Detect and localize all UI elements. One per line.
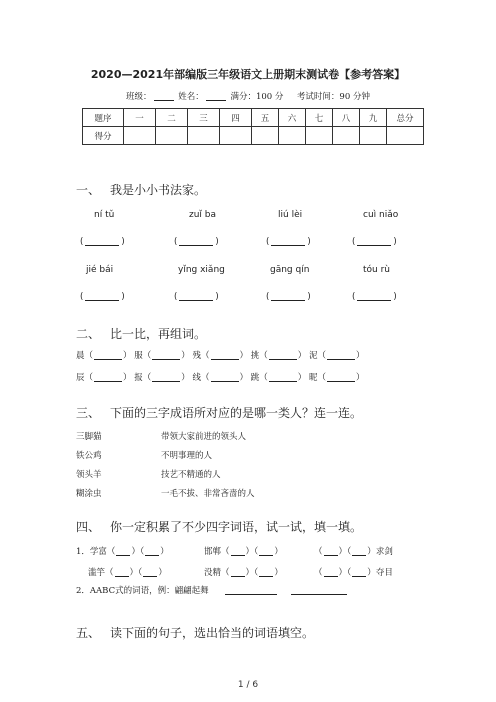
compare-char: 泥 [309, 351, 318, 361]
section-number: 三、 [76, 406, 101, 420]
pinyin: jié bái [86, 265, 114, 275]
page-title: 2020—2021年部编版三年级语文上册期末测试卷【参考答案】 [90, 68, 406, 81]
compare-char: 昵 [309, 373, 318, 383]
paren-close: ） [367, 568, 376, 578]
match-left-item[interactable]: 三脚猫 [76, 432, 102, 442]
answer-blank[interactable] [259, 546, 273, 556]
score-table-score-row [83, 127, 424, 145]
table-cell: 八 [333, 109, 360, 127]
answer-blank[interactable] [357, 291, 391, 301]
answer-blank[interactable] [352, 567, 366, 577]
table-cell: 九 [360, 109, 387, 127]
answer-blank[interactable] [271, 291, 305, 301]
table-cell[interactable] [252, 127, 279, 145]
pinyin: gāng qín [270, 265, 310, 275]
paren-close: ） [239, 373, 249, 383]
section-5-heading [76, 624, 314, 641]
section-title: 比一比，再组词。 [110, 327, 207, 341]
pinyin: zuǐ ba [189, 210, 217, 220]
paren-open: （ [259, 351, 268, 361]
paren-close: ） [181, 373, 190, 383]
table-cell[interactable] [156, 127, 188, 145]
answer-blank[interactable] [211, 372, 239, 382]
fill-text: 邯郸 [204, 547, 222, 557]
paren-open: ( [174, 292, 178, 302]
paren-open: （ [221, 568, 230, 578]
fill-line-1 [76, 545, 169, 557]
answer-box[interactable] [174, 236, 219, 247]
table-cell: 得分 [83, 127, 124, 145]
table-cell: 六 [279, 109, 306, 127]
paren-close: ） [245, 568, 255, 578]
paren-open: （ [221, 547, 230, 557]
paren-open: （ [139, 547, 145, 557]
table-cell[interactable] [306, 127, 333, 145]
paren-open: ( [80, 237, 84, 247]
answer-blank[interactable] [115, 567, 129, 577]
table-cell: 三 [188, 109, 220, 127]
section-number: 一、 [76, 183, 101, 197]
score-table-header-row [83, 109, 424, 127]
answer-blank[interactable] [152, 372, 180, 382]
paren-open: （ [142, 351, 152, 361]
paren-close: ） [274, 568, 283, 578]
exam-time: 考试时间：90 分钟 [296, 92, 370, 102]
paren-open: （ [201, 373, 210, 383]
section-3-heading [76, 404, 362, 421]
pinyin: ní tǔ [94, 210, 115, 220]
score-table [82, 108, 424, 145]
section-number: 五、 [76, 626, 101, 640]
answer-blank[interactable] [271, 236, 305, 246]
match-right-item[interactable]: 不明事理的人 [161, 451, 213, 461]
answer-blank[interactable] [225, 585, 277, 595]
table-cell: 七 [306, 109, 333, 127]
paren-open: ( [266, 292, 270, 302]
paren-open: （ [347, 568, 352, 578]
fill-line-2 [88, 566, 167, 578]
compare-row [76, 371, 365, 383]
pinyin: tóu rù [363, 265, 391, 275]
paren-open: ( [174, 237, 178, 247]
fill-line-2c [314, 566, 393, 578]
compare-char: 残 [192, 351, 202, 361]
table-cell[interactable] [279, 127, 306, 145]
table-cell: 总分 [387, 109, 424, 127]
paren-open: （ [347, 547, 352, 557]
match-right-item[interactable]: 技艺不精通的人 [161, 470, 221, 480]
answer-box[interactable] [80, 291, 125, 302]
fill-line-3 [76, 584, 348, 596]
class-label: 班级： [126, 92, 152, 102]
match-left-item[interactable]: 糊涂虫 [76, 489, 102, 499]
fill-text: 求剑 [375, 547, 393, 557]
fill-text: 没精 [204, 568, 222, 578]
table-cell[interactable] [360, 127, 387, 145]
answer-blank[interactable] [211, 350, 239, 360]
answer-blank[interactable] [259, 567, 273, 577]
match-right-item[interactable]: 带领大家前进的领头人 [161, 432, 247, 442]
answer-blank[interactable] [85, 291, 119, 301]
answer-blank[interactable] [179, 291, 213, 301]
paren-close: ） [356, 351, 365, 361]
paren-close: ) [307, 292, 311, 302]
table-cell: 一 [124, 109, 156, 127]
paren-close: ） [338, 547, 348, 557]
answer-blank[interactable] [179, 236, 213, 246]
match-left-item[interactable]: 铁公鸡 [76, 451, 102, 461]
paren-open: （ [314, 547, 323, 557]
match-left-item[interactable]: 领头羊 [76, 470, 102, 480]
answer-blank[interactable] [324, 546, 338, 556]
paren-close: ） [297, 373, 307, 383]
example-word: 翩翩起舞 [174, 586, 209, 596]
compare-row [76, 349, 365, 361]
paren-close: ) [121, 237, 125, 247]
compare-char: 跳 [250, 373, 260, 383]
pinyin: cuì niǎo [363, 210, 399, 220]
paren-close: ） [123, 373, 132, 383]
name-label: 姓名： [178, 92, 204, 102]
answer-box[interactable] [352, 291, 397, 302]
paren-close: ) [393, 292, 397, 302]
paren-close: ） [160, 547, 169, 557]
section-title: 我是小小书法家。 [110, 183, 207, 197]
answer-blank[interactable] [291, 585, 347, 595]
answer-box[interactable] [352, 236, 397, 247]
paren-open: （ [259, 373, 268, 383]
paren-open: （ [254, 547, 259, 557]
fill-line-1b [204, 545, 283, 557]
paren-close: ） [123, 351, 132, 361]
paren-close: ) [215, 237, 219, 247]
fill-text: 夺目 [375, 568, 393, 578]
answer-box[interactable] [80, 236, 125, 247]
exam-info-line [0, 90, 496, 102]
answer-blank[interactable] [357, 236, 391, 246]
paren-close: ） [274, 547, 283, 557]
table-cell: 二 [156, 109, 188, 127]
section-title: 读下面的句子，选出恰当的词语填空。 [110, 626, 315, 640]
page-number: 1 / 6 [237, 680, 259, 690]
answer-box[interactable] [174, 291, 219, 302]
compare-char: 晨 [76, 351, 85, 361]
answer-blank[interactable] [94, 350, 122, 360]
paren-close: ） [338, 568, 348, 578]
answer-box[interactable] [266, 236, 311, 247]
answer-blank[interactable] [231, 567, 245, 577]
class-blank [154, 91, 174, 101]
paren-close: ） [181, 351, 190, 361]
paren-close: ） [297, 351, 307, 361]
answer-blank[interactable] [145, 546, 159, 556]
pinyin: liú lèi [278, 210, 303, 220]
section-4-heading [76, 518, 362, 535]
section-2-heading [76, 325, 206, 342]
paren-close: ) [307, 237, 311, 247]
paren-open: ( [266, 237, 270, 247]
name-blank [206, 91, 226, 101]
paren-open: （ [317, 373, 327, 383]
paren-open: （ [84, 351, 94, 361]
paren-open: （ [84, 373, 94, 383]
match-right-item[interactable]: 一毛不拔、非常吝啬的人 [161, 489, 255, 499]
table-cell: 四 [220, 109, 252, 127]
compare-char: 报 [134, 373, 143, 383]
paren-open: （ [314, 568, 323, 578]
paren-open: （ [138, 568, 143, 578]
section-number: 二、 [76, 327, 101, 341]
paren-open: （ [105, 568, 114, 578]
fill-text: 2．AABC式的词语，例： [76, 586, 175, 596]
answer-blank[interactable] [327, 350, 355, 360]
fill-line-2b [204, 566, 283, 578]
paren-close: ） [131, 547, 140, 557]
pinyin: yǐng xiǎng [178, 265, 225, 275]
paren-close: ） [245, 547, 255, 557]
answer-box[interactable] [266, 291, 311, 302]
table-cell: 五 [252, 109, 279, 127]
paren-open: （ [106, 547, 116, 557]
section-1-heading [76, 181, 206, 198]
answer-blank[interactable] [269, 372, 297, 382]
paren-open: （ [201, 351, 210, 361]
paren-close: ) [393, 237, 397, 247]
table-cell[interactable] [387, 127, 424, 145]
compare-char: 辰 [76, 373, 85, 383]
answer-blank[interactable] [324, 567, 338, 577]
table-cell[interactable] [188, 127, 220, 145]
section-title: 你一定积累了不少四字词语，试一试，填一填。 [110, 520, 363, 534]
paren-close: ） [356, 373, 365, 383]
answer-blank[interactable] [327, 372, 355, 382]
fill-line-1c [314, 545, 393, 557]
paren-open: （ [317, 351, 327, 361]
paren-close: ） [158, 568, 167, 578]
answer-blank[interactable] [116, 546, 130, 556]
section-title: 下面的三字成语所对应的是哪一类人？连一连。 [110, 406, 363, 420]
paren-close: ) [215, 292, 219, 302]
paren-open: ( [352, 237, 356, 247]
table-cell[interactable] [333, 127, 360, 145]
answer-blank[interactable] [352, 546, 366, 556]
full-score: 满分：100 分 [230, 92, 284, 102]
answer-blank[interactable] [269, 350, 297, 360]
paren-close: ) [121, 292, 125, 302]
answer-blank[interactable] [143, 567, 157, 577]
answer-blank[interactable] [231, 546, 245, 556]
paren-close: ） [367, 547, 376, 557]
paren-close: ） [129, 568, 139, 578]
compare-char: 线 [192, 373, 202, 383]
answer-blank[interactable] [85, 236, 119, 246]
answer-blank[interactable] [94, 372, 122, 382]
answer-blank[interactable] [152, 350, 180, 360]
table-cell[interactable] [220, 127, 252, 145]
compare-char: 服 [134, 351, 143, 361]
section-number: 四、 [76, 520, 101, 534]
paren-open: ( [352, 292, 356, 302]
table-cell[interactable] [124, 127, 156, 145]
paren-open: （ [142, 373, 152, 383]
paren-close: ） [239, 351, 249, 361]
paren-open: ( [80, 292, 84, 302]
paren-open: （ [254, 568, 259, 578]
fill-text: 滥竽 [88, 568, 106, 578]
table-cell: 题序 [83, 109, 124, 127]
compare-char: 挑 [250, 351, 260, 361]
fill-text: 1．学富 [76, 547, 107, 557]
